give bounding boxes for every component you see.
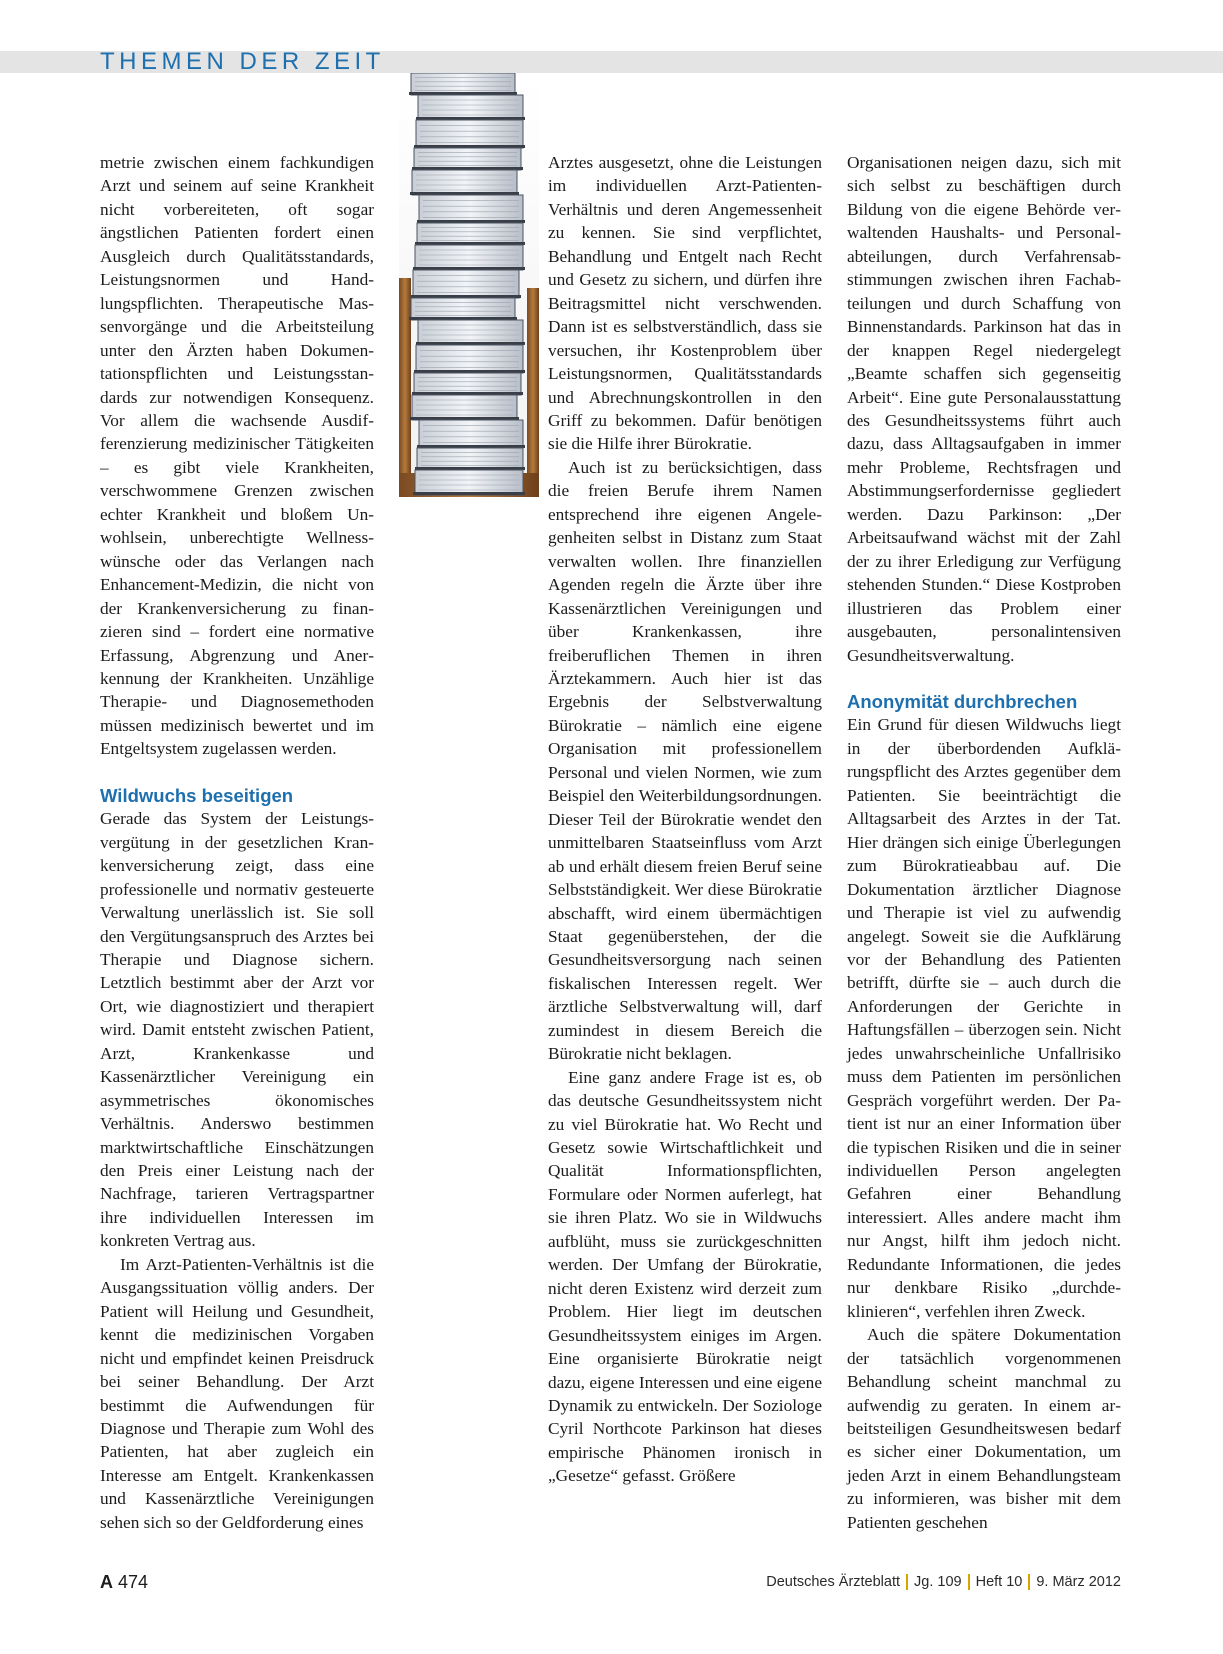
paragraph: Eine ganz andere Frage ist es, ob das deutsche Gesundheitssystem nicht zu viel Bürokratie hat. Wo Recht und Gesetz sowie Wirtschaftlichkeit und Qualität Informationspflichten, Formulare oder Normen auferlegt, hat sie ihren Platz. Wo sie in Wildwuchs aufblüht, muss sie zurückgeschnitten werden. Der Umfang der Bürokratie, nicht deren Existenz wird derzeit zum Problem. Hier liegt im deutschen Gesundheitssystem einiges im Argen. Eine organisierte Bürokratie neigt dazu, eigene Interessen und eine eigene Dynamik zu entwickeln. Der Soziologe Cyril Northcote Parkinson hat dieses empirische Phänomen ironisch in „Gesetze“ gefasst. Größere bbox=[548, 1067, 822, 1486]
binder bbox=[410, 170, 519, 195]
paragraph: metrie zwischen einem fachkundigen Arzt und seinem auf seine Krankheit nicht vorbereiteten, oft sogar ängstlichen Patienten fordert einen Ausgleich durch Qualitätsstandards, Leistungsnormen und Handlungspflichten. Therapeutische Massenvorgänge und die Arbeitsteilung unter den Ärzten haben Dokumentationspflichten und Leistungsstandards zur notwendigen Konsequenz. Vor allem die wachsende Ausdifferenzierung medizinischer Tätigkeiten – es gibt viele Krankheiten, verschwommene Grenzen zwischen echter Krankheit und bloßem Unwohlsein, unberechtigte Wellnesswünsche oder das Verlangen nach Enhancement-Medizin, die nicht von der Krankenversicherung zu finanzieren sind – fordert eine normative Erfassung, Abgrenzung und Anerkennung der Krankheiten. Unzählige Therapie- und Diagnosemethoden müssen medizinisch bewertet und im Entgeltsystem zugelassen werden. bbox=[100, 153, 374, 759]
journal-issue: Heft 10 bbox=[975, 1574, 1023, 1590]
binder bbox=[409, 73, 517, 95]
paragraph: Ein Grund für diesen Wildwuchs liegt in der überbordenden Aufklärungspflicht des Arztes gegenüber dem Patienten. Sie beeinträchtigt die Alltagsarbeit des Arztes in der Tat. Hier drängen sich einige Überlegungen zum Bürokratieabbau auf. Die Dokumentation ärztlicher Diagnose und Therapie ist viel zu aufwendig angelegt. Soweit sie die Aufklärung vor der Behandlung des Patienten betrifft, dürfte sie – auch durch die Anforderungen der Gerichte in Haftungsfällen – überzogen sein. Nicht jedes unwahrscheinliche Unfallrisiko muss dem Patienten im persönlichen Gespräch vorgeführt werden. Der Patient ist nur an einer Information über die typischen Risiken und die in seiner individuellen Person angelegten Gefahren einer Behandlung interessiert. Alles andere macht ihm nur Angst, hilft ihm jedoch nicht. Redundante Informationen, die jedes nur denkbare Risiko „durchdeklinieren“, verfehlen ihren Zweck. bbox=[847, 715, 1121, 1321]
binder bbox=[417, 195, 525, 223]
paragraph: Im Arzt-Patienten-Verhältnis ist die Ausgangssituation völlig anders. Der Patient will Heilung und Gesundheit, kennt die medizinischen Vorgaben nicht und empfindet keinen Preisdruck bei seiner Behandlung. Der Arzt bestimmt die Aufwendungen für Diagnose und Therapie zum Wohl des Patienten, hat aber zugleich ein Interesse am Entgelt. Krankenkassen und Kassenärztliche Vereinigungen sehen sich so der Geldforderung eines bbox=[100, 1254, 374, 1532]
footer-separator bbox=[1028, 1574, 1030, 1590]
paragraph: Organisationen neigen dazu, sich mit sich selbst zu beschäftigen durch Bildung von die eigene Behörde verwaltenden Haushalts- und Personalabteilungen, durch Verfahrensabstimmungen zwischen ihren Fachabteilungen und durch Schaffung von Binnenstandards. Parkinson hat das in der knappen Regel niedergelegt „Beamte schaffen sich gegenseitig Arbeit“. Eine gute Personalausstattung des Gesundheitssystems führt auch dazu, dass Alltagsaufgaben in immer mehr Probleme, Rechtsfragen und Abstimmungserfordernisse gegliedert werden. Dazu Parkinson: „Der Arbeitsaufwand wächst mit der Zahl der zu ihrer Erledigung zur Verfügung stehenden Stunden.“ Diese Kostproben illustrieren das Problem einer ausgebauten, personalintensiven Gesundheitsverwaltung. bbox=[847, 153, 1121, 665]
binder bbox=[415, 448, 525, 470]
binder bbox=[414, 120, 525, 148]
binder bbox=[416, 320, 525, 345]
binder bbox=[417, 420, 525, 448]
page-number bbox=[100, 1572, 148, 1593]
binder bbox=[412, 373, 523, 395]
subheading: Anonymität durchbrechen bbox=[847, 690, 1078, 712]
binder bbox=[413, 470, 525, 495]
article-column-2 bbox=[548, 151, 822, 1488]
binder bbox=[414, 345, 525, 373]
paragraph: Auch ist zu berücksichtigen, dass die freien Berufe ihrem Namen entsprechend ihre eigenen Angelegenheiten selbst in Distanz zum Staat verwalten wollen. Ihre finanziellen Agenden regeln die Ärzte über ihre Kassenärztlichen Vereinigungen und über Krankenkassen, ihre freiberuflichen Themen in ihren Ärztekammern. Auch hier ist das Ergebnis der Selbstverwaltung Bürokratie – nämlich eine eigene Organisation mit professionellem Personal und vielen Normen, wie zum Beispiel den Weiterbildungsordnungen. Dieser Teil der Bürokratie wendet den unmittelbaren Staatseinfluss vom Arzt ab und erhält diesem freien Beruf seine Selbstständigkeit. Wer diese Bürokratie abschafft, wird einem übermächtigen Staat gegenüberstehen, der die Gesundheitsversorgung nach seinen fiskalischen Interessen regelt. Wer ärztliche Selbstverwaltung will, darf zumindest in diesem Bereich die Bürokratie nicht beklagen. bbox=[548, 457, 822, 1064]
journal-volume: Jg. 109 bbox=[914, 1574, 962, 1590]
footer-separator bbox=[968, 1574, 970, 1590]
paragraph: Gerade das System der Leistungsvergütung in der gesetzlichen Krankenversicherung zeigt, dass eine professionelle und normativ gesteuerte Verwaltung unerlässlich ist. Sie soll den Vergütungsanspruch des Arztes bei Therapie und Diagnose sichern. Letztlich bestimmt aber der Arzt vor Ort, wie diagnostiziert und therapiert wird. Damit entsteht zwischen Patient, Arzt, Krankenkasse und Kassenärztlicher Vereinigung ein asymmetrisches ökonomisches Verhältnis. Anderswo bestimmen marktwirtschaftliche Einschätzungen den Preis einer Leistung nach der Nachfrage, tarieren Vertragspartner ihre individuellen Interessen im konkreten Vertrag aus. bbox=[100, 809, 374, 1251]
journal-name: Deutsches Ärzteblatt bbox=[766, 1574, 901, 1590]
binder bbox=[415, 223, 525, 245]
subheading: Wildwuchs beseitigen bbox=[100, 784, 294, 806]
page-letter: A bbox=[100, 1572, 113, 1592]
binder bbox=[411, 270, 521, 298]
binder bbox=[416, 95, 525, 120]
article-column-3 bbox=[847, 151, 1121, 1534]
binder bbox=[412, 148, 523, 170]
binder bbox=[409, 298, 517, 320]
binder bbox=[413, 245, 525, 270]
section-title: THEMEN DER ZEIT bbox=[100, 48, 385, 75]
footer-separator bbox=[906, 1574, 908, 1590]
journal-date: 9. März 2012 bbox=[1036, 1574, 1121, 1590]
paragraph: Arztes ausgesetzt, ohne die Leistungen im individuellen Arzt-Patienten-Verhältnis und deren Angemessenheit zu kennen. Sie sind verpflichtet, Behandlung und Entgelt nach Recht und Gesetz zu sichern, und dürfen ihre Beitragsmittel nicht verschwenden. Dann ist es selbstverständlich, dass sie versuchen, ihr Kostenproblem über Leistungsnormen, Qualitätsstandards und Abrechnungskontrollen in den Griff zu bekommen. Dafür benötigen sie die Hilfe ihrer Bürokratie. bbox=[548, 153, 822, 454]
journal-info bbox=[766, 1574, 1121, 1590]
article-column-1 bbox=[100, 151, 374, 1534]
page-number-value: 474 bbox=[118, 1572, 149, 1592]
paragraph: Auch die spätere Dokumentation der tatsächlich vorgenommenen Behandlung scheint manchmal zu aufwendig zu geraten. In einem arbeitsteiligen Gesundheitswesen bedarf es sicher einer Dokumentation, um jeden Arzt in einem Behandlungsteam zu informieren, was bisher mit dem Patienten geschehen bbox=[847, 1325, 1121, 1532]
binder-stack-image bbox=[399, 73, 539, 497]
binder bbox=[410, 395, 519, 420]
